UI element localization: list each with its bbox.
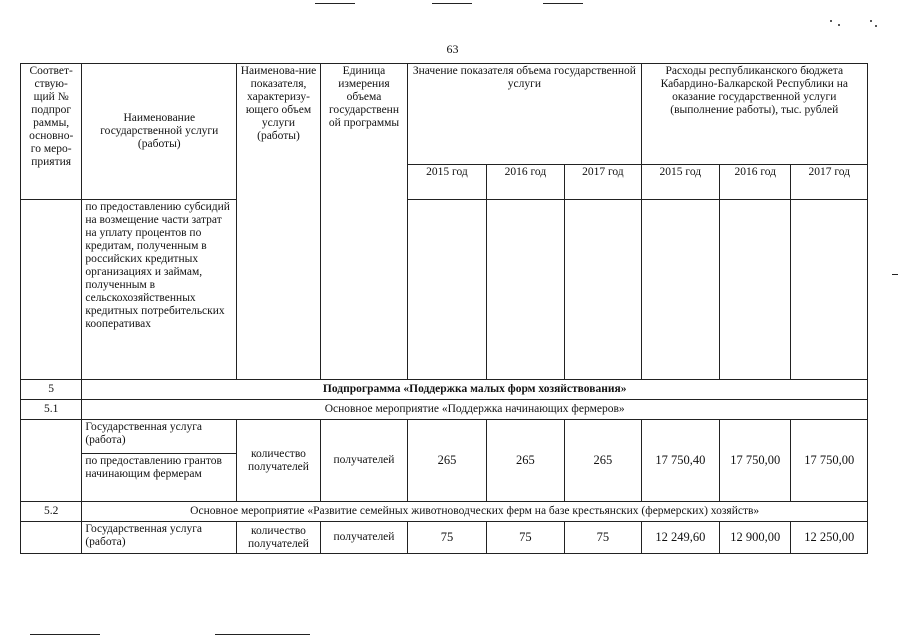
scan-artifact-dot xyxy=(830,20,832,22)
year-value-2017: 2017 год xyxy=(565,165,641,200)
header-number-column: Соответ-ствую-щий № подпрог раммы, основно-го меро-приятия xyxy=(21,64,82,200)
year-expense-2015: 2015 год xyxy=(641,165,719,200)
service-unit: получателей xyxy=(320,420,408,502)
expense-2016: 17 750,00 xyxy=(720,420,791,502)
service-number-cell xyxy=(21,522,82,554)
continuation-value-cell xyxy=(486,200,564,380)
scan-artifact-dot xyxy=(838,24,840,26)
value-2017: 75 xyxy=(565,522,641,554)
value-2017: 265 xyxy=(565,420,641,502)
expense-2017: 17 750,00 xyxy=(791,420,868,502)
continuation-value-cell xyxy=(408,200,486,380)
scan-artifact-line xyxy=(892,274,898,275)
service-indicator: количество получателей xyxy=(237,420,320,502)
header-indicator-column: Наименова-ние показателя, характеризу-ющего объем услуги (работы) xyxy=(237,64,320,380)
year-expense-2016: 2016 год xyxy=(720,165,791,200)
service-description: по предоставлению грантов начинающим фермерам xyxy=(82,454,237,502)
service-indicator: количество получателей xyxy=(237,522,320,554)
value-2015: 75 xyxy=(408,522,486,554)
year-expense-2017: 2017 год xyxy=(791,165,868,200)
subprogram-number: 5 xyxy=(21,380,82,400)
subprogram-title: Подпрограмма «Поддержка малых форм хозяйствования» xyxy=(82,380,868,400)
scan-artifact-line xyxy=(315,3,355,4)
event-number: 5.1 xyxy=(21,400,82,420)
service-number-cell xyxy=(21,420,82,502)
continuation-value-cell xyxy=(720,200,791,380)
header-expense-group: Расходы республиканского бюджета Кабардино-Балкарской Республики на оказание государственной услуги (выполнение работы), тыс. рублей xyxy=(641,64,867,165)
event-title: Основное мероприятие «Поддержка начинающих фермеров» xyxy=(82,400,868,420)
scan-artifact-dot xyxy=(875,25,877,27)
expense-2017: 12 250,00 xyxy=(791,522,868,554)
continuation-number-cell xyxy=(21,200,82,380)
service-name: Государственная услуга (работа) xyxy=(82,522,237,554)
scan-artifact-line xyxy=(543,3,583,4)
service-unit: получателей xyxy=(320,522,408,554)
value-2016: 75 xyxy=(486,522,564,554)
expense-2015: 17 750,40 xyxy=(641,420,719,502)
scan-artifact-dot xyxy=(870,20,872,22)
continuation-text: по предоставлению субсидий на возмещение части затрат на уплату процентов по кредитам, полученным в российских кредитных организациях и займам, полученным в сельскохозяйственных кредитных потребительских кооперативах xyxy=(82,200,237,380)
value-2015: 265 xyxy=(408,420,486,502)
scan-artifact-line xyxy=(30,634,100,635)
event-title: Основное мероприятие «Развитие семейных животноводческих ферм на базе крестьянских (фермерских) хозяйств» xyxy=(82,502,868,522)
event-number: 5.2 xyxy=(21,502,82,522)
continuation-value-cell xyxy=(565,200,641,380)
year-value-2015: 2015 год xyxy=(408,165,486,200)
service-name: Государственная услуга (работа) xyxy=(82,420,237,454)
header-value-group: Значение показателя объема государственной услуги xyxy=(408,64,641,165)
header-service-name-column: Наименование государственной услуги (работы) xyxy=(82,64,237,200)
continuation-value-cell xyxy=(791,200,868,380)
value-2016: 265 xyxy=(486,420,564,502)
budget-table xyxy=(20,63,868,554)
scan-artifact-line xyxy=(432,3,472,4)
expense-2015: 12 249,60 xyxy=(641,522,719,554)
continuation-value-cell xyxy=(641,200,719,380)
expense-2016: 12 900,00 xyxy=(720,522,791,554)
header-unit-column: Единица измерения объема государственн ой программы xyxy=(320,64,408,380)
scan-artifact-line xyxy=(215,634,310,635)
year-value-2016: 2016 год xyxy=(486,165,564,200)
page-number: 63 xyxy=(446,42,459,56)
